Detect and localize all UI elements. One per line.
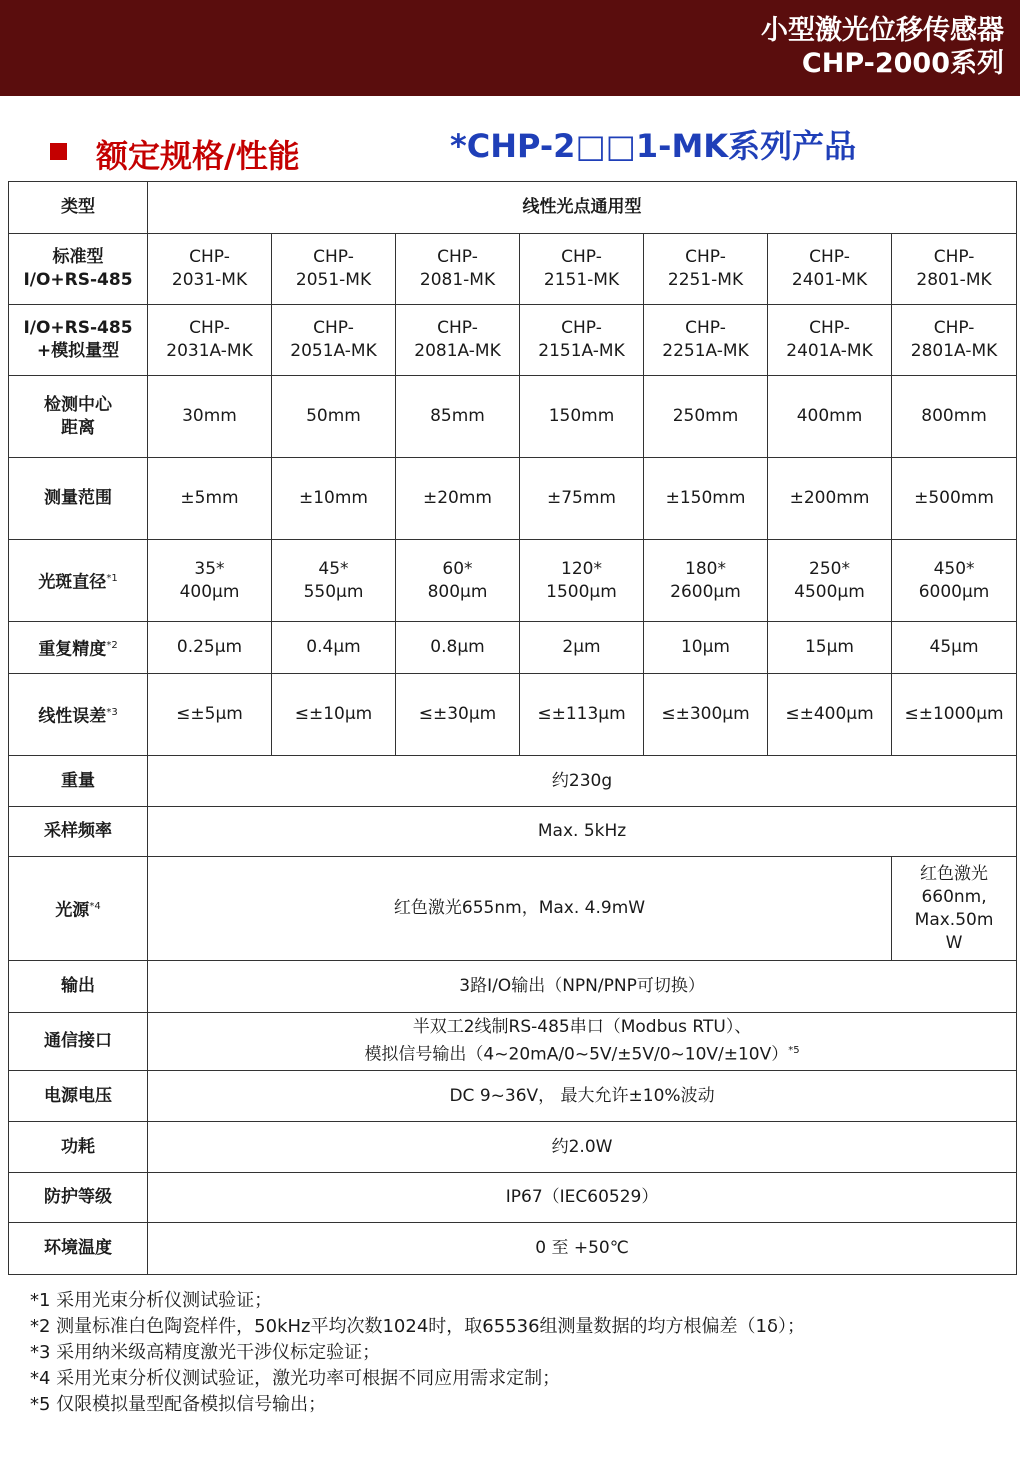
header-title xyxy=(761,14,1004,80)
repeat-value: 10μm xyxy=(644,622,768,674)
model-suffix: 2401A-MK xyxy=(786,341,873,361)
spot-line1: 45* xyxy=(318,558,349,579)
row-sampling xyxy=(9,807,1017,857)
spot-value xyxy=(768,540,892,622)
range-value: ±10mm xyxy=(272,458,396,540)
footnote: *1 采用光束分析仪测试验证； xyxy=(30,1290,273,1311)
consumption-value: 约2.0W xyxy=(148,1122,1017,1173)
spot-line2: 400μm xyxy=(179,581,240,602)
model-prefix: CHP- xyxy=(437,318,478,338)
spot-value xyxy=(272,540,396,622)
light-value-last xyxy=(892,857,1017,961)
row-output xyxy=(9,961,1017,1013)
footnote: *5 仅限模拟量型配备模拟信号输出； xyxy=(30,1394,327,1415)
spot-line2: 4500μm xyxy=(794,581,865,602)
output-label: 输出 xyxy=(9,961,148,1013)
row-consumption xyxy=(9,1122,1017,1173)
row-light-source xyxy=(9,857,1017,961)
linear-value: ≤±113μm xyxy=(520,674,644,756)
model-suffix: 2051A-MK xyxy=(290,341,377,361)
light-last-line3: Max.50m xyxy=(914,909,994,930)
model-suffix: 2251-MK xyxy=(667,270,744,290)
model-suffix: 2801A-MK xyxy=(910,341,998,361)
model-suffix: 2081-MK xyxy=(419,270,496,290)
model-suffix: 2151-MK xyxy=(543,270,620,290)
repeat-value: 0.4μm xyxy=(272,622,396,674)
output-value: 3路I/O输出（NPN/PNP可切换） xyxy=(148,961,1017,1013)
spot-value xyxy=(644,540,768,622)
comm-line2-wrap xyxy=(150,1039,1014,1067)
consumption-label: 功耗 xyxy=(9,1122,148,1173)
linear-value: ≤±1000μm xyxy=(892,674,1017,756)
repeat-value: 0.25μm xyxy=(148,622,272,674)
model-std-cell xyxy=(520,234,644,305)
spot-line2: 550μm xyxy=(303,581,364,602)
type-value: 线性光点通用型 xyxy=(148,182,1017,234)
row-type xyxy=(9,182,1017,234)
model-prefix: CHP- xyxy=(313,247,354,267)
light-value: 红色激光655nm，Max. 4.9mW xyxy=(148,857,892,961)
model-suffix: 2801-MK xyxy=(916,270,992,290)
model-ana-cell xyxy=(148,305,272,376)
model-ana-cell xyxy=(644,305,768,376)
header-series-name: CHP-2000系列 xyxy=(801,48,1004,79)
spot-label-text: 光斑直径 xyxy=(38,572,107,593)
model-prefix: CHP- xyxy=(809,318,850,338)
center-label-line2: 距离 xyxy=(61,417,95,438)
spot-label xyxy=(9,540,148,622)
range-value: ±200mm xyxy=(768,458,892,540)
section-bullet-icon xyxy=(50,143,67,160)
row-weight xyxy=(9,756,1017,807)
spot-value xyxy=(892,540,1017,622)
linear-value: ≤±300μm xyxy=(644,674,768,756)
spot-line2: 6000μm xyxy=(918,581,990,602)
row-linearity xyxy=(9,674,1017,756)
model-suffix: 2031A-MK xyxy=(166,341,253,361)
repeat-footnote-ref: *2 xyxy=(106,639,118,651)
model-ana-label xyxy=(9,305,148,376)
series-title: *CHP-2□□1-MK系列产品 xyxy=(450,127,857,165)
model-ana-cell xyxy=(520,305,644,376)
model-suffix: 2401-MK xyxy=(791,270,868,290)
footnote: *4 采用光束分析仪测试验证，激光功率可根据不同应用需求定制； xyxy=(30,1368,561,1389)
row-communication xyxy=(9,1013,1017,1071)
center-label-line1: 检测中心 xyxy=(44,394,112,415)
light-label-text: 光源 xyxy=(55,900,90,921)
model-suffix: 2251A-MK xyxy=(662,341,749,361)
row-measure-range xyxy=(9,458,1017,540)
sampling-value: Max. 5kHz xyxy=(148,807,1017,857)
comm-line2: 模拟信号输出（4~20mA/0~5V/±5V/0~10V/±10V） xyxy=(364,1044,789,1065)
spot-line2: 2600μm xyxy=(670,581,741,602)
center-value: 50mm xyxy=(272,376,396,458)
model-prefix: CHP- xyxy=(933,247,975,267)
model-ana-label-line2: +模拟量型 xyxy=(36,341,120,361)
section-title: 额定规格/性能 xyxy=(96,137,300,175)
spot-line1: 450* xyxy=(933,558,975,579)
linear-value: ≤±400μm xyxy=(768,674,892,756)
model-prefix: CHP- xyxy=(561,247,602,267)
light-last-line1: 红色激光 xyxy=(920,863,989,884)
temp-label: 环境温度 xyxy=(9,1223,148,1275)
model-ana-cell xyxy=(396,305,520,376)
center-value: 800mm xyxy=(892,376,1017,458)
power-value: DC 9~36V， 最大允许±10%波动 xyxy=(148,1071,1017,1122)
model-std-cell xyxy=(892,234,1017,305)
footnote: *3 采用纳米级高精度激光干涉仪标定验证； xyxy=(30,1342,381,1363)
footnote: *2 测量标准白色陶瓷样件，50kHz平均次数1024时，取65536组测量数据的均方根偏差（1δ）； xyxy=(30,1316,806,1337)
footnotes xyxy=(30,1288,805,1418)
row-repeatability xyxy=(9,622,1017,674)
type-label: 类型 xyxy=(9,182,148,234)
repeat-value: 45μm xyxy=(892,622,1017,674)
spot-value xyxy=(148,540,272,622)
range-value: ±5mm xyxy=(148,458,272,540)
comm-value xyxy=(148,1013,1017,1071)
row-spot-diameter xyxy=(9,540,1017,622)
range-value: ±20mm xyxy=(396,458,520,540)
temp-value: 0 至 +50℃ xyxy=(148,1223,1017,1275)
linear-value: ≤±30μm xyxy=(396,674,520,756)
row-center-distance xyxy=(9,376,1017,458)
spot-value xyxy=(520,540,644,622)
linear-footnote-ref: *3 xyxy=(106,706,118,718)
center-value: 30mm xyxy=(148,376,272,458)
spot-line2: 1500μm xyxy=(546,581,617,602)
model-suffix: 2151A-MK xyxy=(538,341,625,361)
light-last-line2: 660nm, xyxy=(921,886,987,907)
center-label xyxy=(9,376,148,458)
model-std-cell xyxy=(272,234,396,305)
spot-line1: 35* xyxy=(194,558,225,579)
model-ana-cell xyxy=(892,305,1017,376)
repeat-value: 15μm xyxy=(768,622,892,674)
model-prefix: CHP- xyxy=(685,247,726,267)
model-std-label xyxy=(9,234,148,305)
model-ana-cell xyxy=(272,305,396,376)
model-prefix: CHP- xyxy=(189,318,230,338)
repeat-value: 2μm xyxy=(520,622,644,674)
center-value: 250mm xyxy=(644,376,768,458)
comm-footnote-ref: *5 xyxy=(788,1045,800,1057)
repeat-value: 0.8μm xyxy=(396,622,520,674)
range-value: ±75mm xyxy=(520,458,644,540)
sampling-label: 采样频率 xyxy=(9,807,148,857)
spot-line2: 800μm xyxy=(427,581,488,602)
center-value: 85mm xyxy=(396,376,520,458)
spot-line1: 250* xyxy=(809,558,850,579)
repeat-label-text: 重复精度 xyxy=(38,639,107,660)
model-prefix: CHP- xyxy=(437,247,478,267)
spot-line1: 180* xyxy=(685,558,726,579)
center-value: 400mm xyxy=(768,376,892,458)
model-prefix: CHP- xyxy=(685,318,726,338)
model-ana-cell xyxy=(768,305,892,376)
linear-label-text: 线性误差 xyxy=(38,706,107,727)
row-protection xyxy=(9,1173,1017,1223)
spot-line1: 120* xyxy=(561,558,602,579)
row-models-analog xyxy=(9,305,1017,376)
model-std-label-line2: I/O+RS-485 xyxy=(23,270,133,290)
weight-value: 约230g xyxy=(148,756,1017,807)
model-std-cell xyxy=(768,234,892,305)
model-suffix: 2081A-MK xyxy=(414,341,501,361)
model-suffix: 2051-MK xyxy=(295,270,372,290)
row-models-std xyxy=(9,234,1017,305)
model-prefix: CHP- xyxy=(933,318,975,338)
spot-value xyxy=(396,540,520,622)
light-label xyxy=(9,857,148,961)
row-power-supply xyxy=(9,1071,1017,1122)
model-prefix: CHP- xyxy=(561,318,602,338)
row-temperature xyxy=(9,1223,1017,1275)
protection-value: IP67（IEC60529） xyxy=(148,1173,1017,1223)
model-prefix: CHP- xyxy=(189,247,230,267)
model-suffix: 2031-MK xyxy=(171,270,248,290)
light-footnote-ref: *4 xyxy=(89,900,101,912)
light-last-line4: W xyxy=(945,932,963,953)
model-std-label-line1: 标准型 xyxy=(52,247,104,267)
header-product-name: 小型激光位移传感器 xyxy=(761,15,1004,46)
linear-value: ≤±5μm xyxy=(148,674,272,756)
model-std-cell xyxy=(644,234,768,305)
repeat-label xyxy=(9,622,148,674)
linear-label xyxy=(9,674,148,756)
range-value: ±500mm xyxy=(892,458,1017,540)
model-std-cell xyxy=(396,234,520,305)
center-value: 150mm xyxy=(520,376,644,458)
model-std-cell xyxy=(148,234,272,305)
spec-table xyxy=(8,181,1017,1275)
linear-value: ≤±10μm xyxy=(272,674,396,756)
range-value: ±150mm xyxy=(644,458,768,540)
spot-line1: 60* xyxy=(442,558,473,579)
weight-label: 重量 xyxy=(9,756,148,807)
spot-footnote-ref: *1 xyxy=(106,572,118,584)
model-prefix: CHP- xyxy=(809,247,850,267)
model-ana-label-line1: I/O+RS-485 xyxy=(23,318,133,338)
range-label: 测量范围 xyxy=(9,458,148,540)
model-prefix: CHP- xyxy=(313,318,354,338)
power-label: 电源电压 xyxy=(9,1071,148,1122)
comm-label: 通信接口 xyxy=(9,1013,148,1071)
comm-line1: 半双工2线制RS-485串口（Modbus RTU）、 xyxy=(412,1017,752,1038)
protection-label: 防护等级 xyxy=(9,1173,148,1223)
